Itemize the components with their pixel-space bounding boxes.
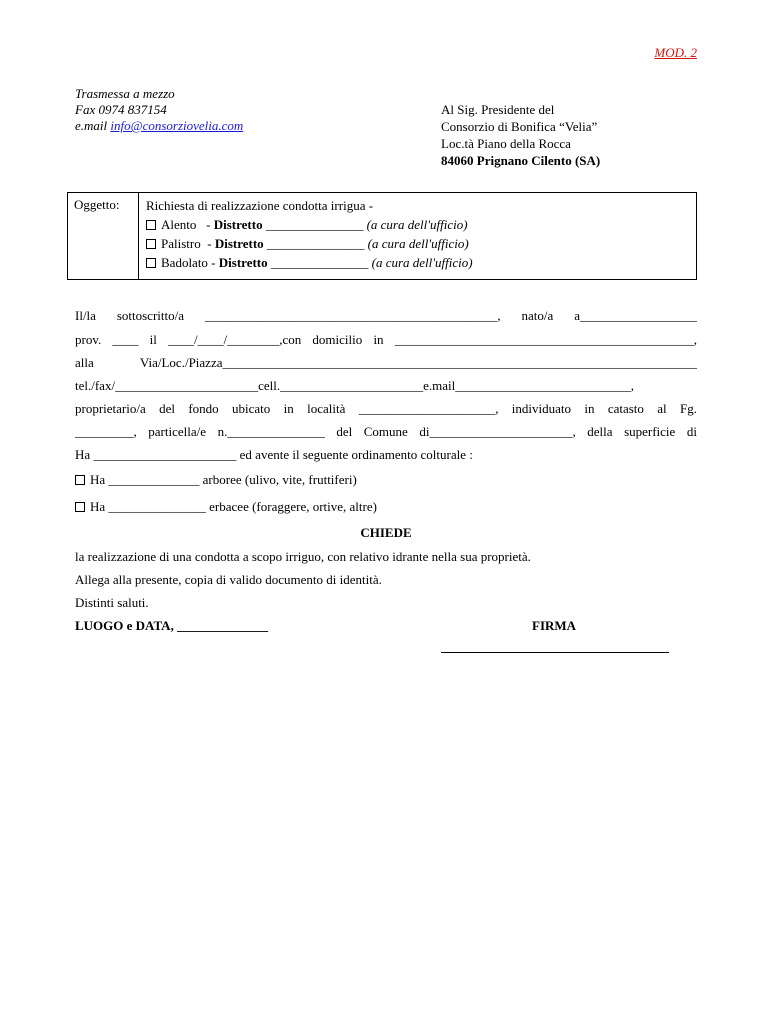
email-link[interactable]: info@consorziovelia.com — [110, 118, 244, 133]
fax-number: Fax 0974 837154 — [75, 102, 167, 117]
parcel-blank[interactable]: n._______________ — [217, 424, 325, 439]
closing-text: Distinti saluti. — [75, 595, 149, 610]
form-line-5: proprietario/a del fondo ubicato in località _____________________, individuato in catasto al Fg. — [75, 401, 697, 416]
option-palistro — [146, 234, 473, 253]
office-note: (a cura dell'ufficio) — [371, 255, 473, 270]
email-prefix: e.mail — [75, 118, 111, 133]
office-note: (a cura dell'ufficio) — [367, 236, 469, 251]
subject-label: Oggetto: — [74, 197, 120, 212]
crop-erbacee — [75, 498, 697, 515]
email-line — [75, 118, 243, 134]
birthdate-blank[interactable]: ____/____/________,con — [168, 332, 302, 347]
subject-box — [67, 192, 697, 280]
form-line-6: _________, particella/e n._______________ del Comune di______________________, della superficie di — [75, 424, 697, 439]
option-badolato — [146, 253, 473, 272]
option-alento — [146, 215, 473, 234]
recipient-line-1: Al Sig. Presidente del — [441, 102, 555, 117]
form-line-4[interactable]: tel./fax/______________________cell.______________________e.mail___________________________, — [75, 378, 634, 393]
subject-title: Richiesta di realizzazione condotta irrigua - — [146, 198, 374, 213]
locality-blank[interactable]: _____________________, — [358, 401, 499, 416]
form-line-1: Il/la sottoscritto/a _____________________________________________, nato/a a__________________ — [75, 308, 697, 323]
option-name: Palistro - — [161, 236, 215, 251]
crop-erbacee-label[interactable]: Ha _______________ erbacee (foraggere, ortive, altre) — [90, 499, 377, 514]
checkbox-icon[interactable] — [75, 502, 85, 512]
crop-arboree-label[interactable]: Ha ______________ arboree (ulivo, vite, fruttiferi) — [90, 472, 357, 487]
checkbox-icon[interactable] — [75, 475, 85, 485]
request-heading: CHIEDE — [360, 525, 412, 540]
distretto-label: Distretto — [214, 236, 264, 251]
signature-line[interactable] — [441, 652, 669, 653]
crop-arboree — [75, 471, 697, 488]
form-code: MOD. 2 — [654, 45, 697, 60]
form-line-7[interactable]: Ha ______________________ ed avente il seguente ordinamento colturale : — [75, 447, 473, 462]
signature-label: FIRMA — [532, 618, 577, 633]
subject-divider — [138, 193, 139, 279]
recipient-line-3: Loc.tà Piano della Rocca — [441, 136, 571, 151]
sender-block — [75, 86, 243, 134]
option-name: Alento - — [161, 217, 214, 232]
domicile-blank[interactable]: ______________________________________________, — [394, 332, 697, 347]
checkbox-icon[interactable] — [146, 239, 156, 249]
birthplace-blank[interactable]: a__________________ — [574, 308, 697, 323]
option-name: Badolato - — [161, 255, 219, 270]
address-blank[interactable]: Via/Loc./Piazza_________________________________________________________________________ — [139, 355, 697, 370]
request-text: la realizzazione di una condotta a scopo irriguo, con relativo idrante nella sua proprietà. — [75, 549, 531, 564]
province-blank[interactable]: ____ — [112, 332, 139, 347]
place-date-field[interactable]: LUOGO e DATA, ______________ — [75, 618, 269, 633]
recipient-line-4: 84060 Prignano Cilento (SA) — [441, 153, 601, 168]
recipient-block — [441, 101, 600, 169]
checkbox-icon[interactable] — [146, 258, 156, 268]
office-note: (a cura dell'ufficio) — [366, 217, 468, 232]
attachment-text: Allega alla presente, copia di valido documento di identità. — [75, 572, 382, 587]
distretto-label: Distretto — [213, 217, 263, 232]
transmission-note: Trasmessa a mezzo — [75, 86, 175, 101]
distretto-blank[interactable]: _______________ — [267, 255, 372, 270]
distretto-blank[interactable]: _______________ — [263, 236, 368, 251]
form-line-3: alla Via/Loc./Piazza_________________________________________________________________________ — [75, 355, 697, 370]
municipality-blank[interactable]: di______________________, — [419, 424, 576, 439]
name-blank[interactable]: _____________________________________________, — [204, 308, 501, 323]
distretto-blank[interactable]: _______________ — [262, 217, 367, 232]
form-line-2: prov. ____ il ____/____/________,con domicilio in ______________________________________________, — [75, 332, 697, 347]
distretto-label: Distretto — [218, 255, 268, 270]
subject-content — [146, 196, 473, 272]
checkbox-icon[interactable] — [146, 220, 156, 230]
recipient-line-2: Consorzio di Bonifica “Velia” — [441, 119, 598, 134]
sheet-blank[interactable]: _________, — [75, 424, 137, 439]
